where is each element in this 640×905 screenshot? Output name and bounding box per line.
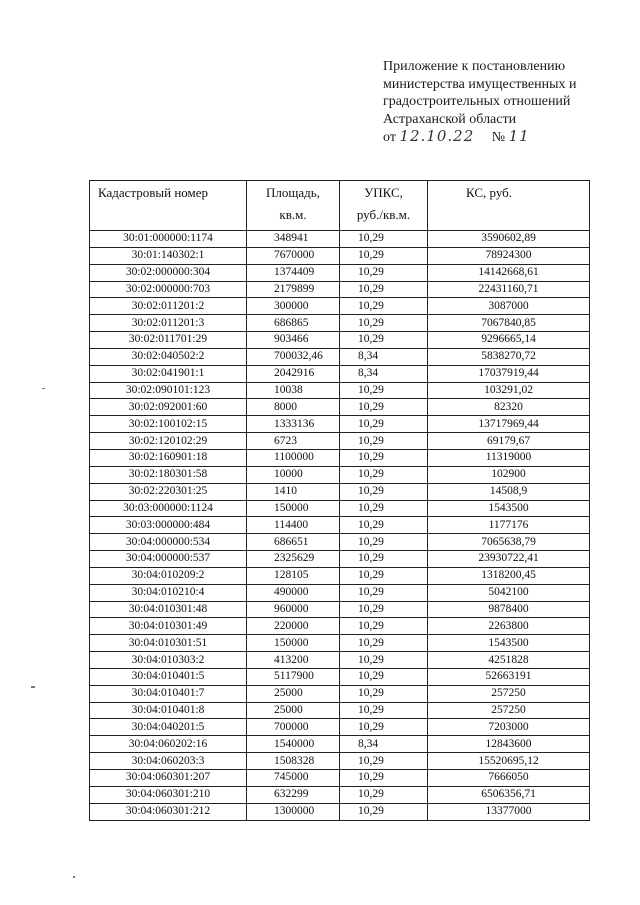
cell-cadastral-number: 30:02:092001:60 xyxy=(90,399,247,416)
table-row xyxy=(90,534,590,551)
table-row xyxy=(90,635,590,652)
cell-cadastral-value: 14142668,61 xyxy=(428,264,590,281)
cell-area: 413200 xyxy=(247,652,340,669)
cell-area: 903466 xyxy=(247,332,340,349)
cell-upks: 10,29 xyxy=(340,449,428,466)
cell-area: 10038 xyxy=(247,382,340,399)
cell-area: 1410 xyxy=(247,483,340,500)
cell-upks: 10,29 xyxy=(340,668,428,685)
cell-upks: 10,29 xyxy=(340,500,428,517)
cell-cadastral-value: 7666050 xyxy=(428,770,590,787)
cell-area: 1374409 xyxy=(247,264,340,281)
cell-upks: 10,29 xyxy=(340,635,428,652)
cell-cadastral-value: 1543500 xyxy=(428,500,590,517)
cell-cadastral-number: 30:02:220301:25 xyxy=(90,483,247,500)
cell-area: 128105 xyxy=(247,567,340,584)
table-row xyxy=(90,382,590,399)
table-header-row xyxy=(90,181,590,231)
table-row xyxy=(90,365,590,382)
cell-cadastral-value: 22431160,71 xyxy=(428,281,590,298)
table-row xyxy=(90,702,590,719)
cell-area: 114400 xyxy=(247,517,340,534)
cell-cadastral-value: 9878400 xyxy=(428,601,590,618)
cell-cadastral-number: 30:04:010301:51 xyxy=(90,635,247,652)
cell-area: 10000 xyxy=(247,466,340,483)
table-row xyxy=(90,247,590,264)
table-row xyxy=(90,315,590,332)
cell-cadastral-number: 30:04:060202:16 xyxy=(90,736,247,753)
cell-cadastral-number: 30:02:100102:15 xyxy=(90,416,247,433)
cell-area: 150000 xyxy=(247,635,340,652)
cell-cadastral-number: 30:04:010210:4 xyxy=(90,584,247,601)
cell-upks: 10,29 xyxy=(340,702,428,719)
cell-cadastral-value: 82320 xyxy=(428,399,590,416)
cell-cadastral-number: 30:02:040502:2 xyxy=(90,348,247,365)
table-row xyxy=(90,803,590,820)
cell-area: 150000 xyxy=(247,500,340,517)
table-row xyxy=(90,567,590,584)
table-row xyxy=(90,584,590,601)
cell-cadastral-value: 103291,02 xyxy=(428,382,590,399)
cell-cadastral-number: 30:02:180301:58 xyxy=(90,466,247,483)
cell-area: 25000 xyxy=(247,685,340,702)
cell-cadastral-number: 30:04:010401:7 xyxy=(90,685,247,702)
column-header-cadastral-value: КС, руб. xyxy=(428,181,590,231)
cell-area: 25000 xyxy=(247,702,340,719)
cell-upks: 10,29 xyxy=(340,618,428,635)
cell-upks: 10,29 xyxy=(340,652,428,669)
cell-area: 1300000 xyxy=(247,803,340,820)
cell-cadastral-value: 1318200,45 xyxy=(428,567,590,584)
header-line-3: градостроительных отношений xyxy=(383,94,571,109)
cell-area: 1540000 xyxy=(247,736,340,753)
table-row xyxy=(90,231,590,248)
cell-area: 632299 xyxy=(247,786,340,803)
scan-speck xyxy=(73,876,75,878)
cell-area: 348941 xyxy=(247,231,340,248)
cell-upks: 10,29 xyxy=(340,264,428,281)
cell-area: 686865 xyxy=(247,315,340,332)
cell-upks: 10,29 xyxy=(340,517,428,534)
table-row xyxy=(90,719,590,736)
table-row xyxy=(90,416,590,433)
table-row xyxy=(90,264,590,281)
cell-upks: 10,29 xyxy=(340,247,428,264)
cell-cadastral-value: 6506356,71 xyxy=(428,786,590,803)
table-row xyxy=(90,618,590,635)
cell-area: 7670000 xyxy=(247,247,340,264)
cell-cadastral-value: 9296665,14 xyxy=(428,332,590,349)
cell-upks: 10,29 xyxy=(340,416,428,433)
cell-upks: 10,29 xyxy=(340,803,428,820)
cell-cadastral-number: 30:04:060203:3 xyxy=(90,753,247,770)
scan-speck xyxy=(31,686,35,688)
table-row xyxy=(90,466,590,483)
table-row xyxy=(90,500,590,517)
table-row xyxy=(90,348,590,365)
cell-cadastral-number: 30:02:090101:123 xyxy=(90,382,247,399)
cell-upks: 10,29 xyxy=(340,399,428,416)
cell-cadastral-number: 30:02:011201:3 xyxy=(90,315,247,332)
cell-cadastral-value: 17037919,44 xyxy=(428,365,590,382)
cell-area: 8000 xyxy=(247,399,340,416)
cell-cadastral-value: 23930722,41 xyxy=(428,551,590,568)
cell-upks: 10,29 xyxy=(340,231,428,248)
table-row xyxy=(90,332,590,349)
cell-cadastral-number: 30:01:140302:1 xyxy=(90,247,247,264)
cell-upks: 10,29 xyxy=(340,332,428,349)
cell-upks: 10,29 xyxy=(340,753,428,770)
table-row xyxy=(90,668,590,685)
cell-cadastral-number: 30:03:000000:1124 xyxy=(90,500,247,517)
table-row xyxy=(90,770,590,787)
table-row xyxy=(90,736,590,753)
cell-cadastral-number: 30:04:010401:8 xyxy=(90,702,247,719)
cell-upks: 8,34 xyxy=(340,365,428,382)
cell-cadastral-value: 7067840,85 xyxy=(428,315,590,332)
cell-area: 686651 xyxy=(247,534,340,551)
cell-cadastral-number: 30:04:010301:48 xyxy=(90,601,247,618)
cell-area: 700032,46 xyxy=(247,348,340,365)
cell-area: 1508328 xyxy=(247,753,340,770)
table-body xyxy=(90,231,590,821)
table-row xyxy=(90,298,590,315)
document-header xyxy=(383,58,633,147)
number-sign: № xyxy=(491,130,506,145)
cell-cadastral-number: 30:02:000000:304 xyxy=(90,264,247,281)
cell-cadastral-number: 30:02:011201:2 xyxy=(90,298,247,315)
cell-upks: 10,29 xyxy=(340,719,428,736)
cell-upks: 10,29 xyxy=(340,770,428,787)
cell-cadastral-number: 30:04:010401:5 xyxy=(90,668,247,685)
cell-upks: 10,29 xyxy=(340,786,428,803)
table-row xyxy=(90,281,590,298)
cell-cadastral-number: 30:03:000000:484 xyxy=(90,517,247,534)
table-row xyxy=(90,652,590,669)
column-header-cadastral-number: Кадастровый номер xyxy=(90,181,247,231)
cell-cadastral-value: 12843600 xyxy=(428,736,590,753)
cell-cadastral-value: 102900 xyxy=(428,466,590,483)
cell-cadastral-value: 13717969,44 xyxy=(428,416,590,433)
table-row xyxy=(90,433,590,450)
column-header-upks: УПКС, руб./кв.м. xyxy=(340,181,428,231)
cell-upks: 8,34 xyxy=(340,736,428,753)
table-row xyxy=(90,786,590,803)
handwritten-date: 12.10.22 xyxy=(399,127,475,145)
cell-upks: 10,29 xyxy=(340,433,428,450)
cell-cadastral-value: 5838270,72 xyxy=(428,348,590,365)
cadastral-value-table xyxy=(89,180,590,821)
cell-cadastral-number: 30:02:160901:18 xyxy=(90,449,247,466)
cell-cadastral-value: 7065638,79 xyxy=(428,534,590,551)
cell-area: 700000 xyxy=(247,719,340,736)
table-row xyxy=(90,449,590,466)
cell-cadastral-number: 30:04:010209:2 xyxy=(90,567,247,584)
table-row xyxy=(90,753,590,770)
cell-cadastral-value: 3590602,89 xyxy=(428,231,590,248)
cell-area: 2325629 xyxy=(247,551,340,568)
cell-cadastral-number: 30:04:010301:49 xyxy=(90,618,247,635)
header-date-line xyxy=(383,128,633,147)
cell-upks: 10,29 xyxy=(340,601,428,618)
cell-cadastral-number: 30:04:040201:5 xyxy=(90,719,247,736)
cell-area: 1100000 xyxy=(247,449,340,466)
cell-cadastral-value: 257250 xyxy=(428,685,590,702)
cell-cadastral-number: 30:04:000000:534 xyxy=(90,534,247,551)
header-line-2: министерства имущественных и xyxy=(383,76,577,92)
cell-area: 960000 xyxy=(247,601,340,618)
cell-cadastral-value: 1177176 xyxy=(428,517,590,534)
cell-upks: 10,29 xyxy=(340,281,428,298)
handwritten-number: 11 xyxy=(508,127,530,145)
cell-upks: 10,29 xyxy=(340,483,428,500)
cell-cadastral-value: 4251828 xyxy=(428,652,590,669)
cell-cadastral-value: 7203000 xyxy=(428,719,590,736)
cell-cadastral-number: 30:02:011701:29 xyxy=(90,332,247,349)
cell-cadastral-value: 14508,9 xyxy=(428,483,590,500)
cell-upks: 10,29 xyxy=(340,685,428,702)
column-header-area: Площадь, кв.м. xyxy=(247,181,340,231)
header-line-1: Приложение к постановлению xyxy=(383,59,566,74)
cell-cadastral-number: 30:02:120102:29 xyxy=(90,433,247,450)
cell-cadastral-number: 30:02:041901:1 xyxy=(90,365,247,382)
cell-cadastral-value: 69179,67 xyxy=(428,433,590,450)
cell-upks: 8,34 xyxy=(340,348,428,365)
cell-area: 220000 xyxy=(247,618,340,635)
cell-cadastral-value: 5042100 xyxy=(428,584,590,601)
cell-cadastral-value: 15520695,12 xyxy=(428,753,590,770)
cell-cadastral-value: 78924300 xyxy=(428,247,590,264)
cell-cadastral-value: 11319000 xyxy=(428,449,590,466)
cell-cadastral-number: 30:04:000000:537 xyxy=(90,551,247,568)
cell-upks: 10,29 xyxy=(340,534,428,551)
table-row xyxy=(90,399,590,416)
cell-upks: 10,29 xyxy=(340,315,428,332)
table-row xyxy=(90,551,590,568)
cell-cadastral-number: 30:01:000000:1174 xyxy=(90,231,247,248)
cell-upks: 10,29 xyxy=(340,298,428,315)
cell-area: 6723 xyxy=(247,433,340,450)
cell-upks: 10,29 xyxy=(340,382,428,399)
cell-cadastral-number: 30:04:060301:210 xyxy=(90,786,247,803)
cell-cadastral-number: 30:02:000000:703 xyxy=(90,281,247,298)
cell-cadastral-value: 2263800 xyxy=(428,618,590,635)
cell-area: 1333136 xyxy=(247,416,340,433)
table-row xyxy=(90,517,590,534)
date-prefix: от xyxy=(383,130,396,145)
table-row xyxy=(90,685,590,702)
cell-cadastral-value: 52663191 xyxy=(428,668,590,685)
cell-area: 5117900 xyxy=(247,668,340,685)
cell-area: 2179899 xyxy=(247,281,340,298)
scan-speck xyxy=(42,388,45,389)
cell-area: 2042916 xyxy=(247,365,340,382)
table-row xyxy=(90,483,590,500)
header-line-4: Астраханской области xyxy=(383,111,517,127)
cell-cadastral-value: 257250 xyxy=(428,702,590,719)
cell-cadastral-value: 13377000 xyxy=(428,803,590,820)
cell-cadastral-number: 30:04:060301:207 xyxy=(90,770,247,787)
cell-cadastral-value: 1543500 xyxy=(428,635,590,652)
cell-area: 490000 xyxy=(247,584,340,601)
cell-cadastral-number: 30:04:010303:2 xyxy=(90,652,247,669)
cell-cadastral-value: 3087000 xyxy=(428,298,590,315)
cell-upks: 10,29 xyxy=(340,584,428,601)
cell-area: 745000 xyxy=(247,770,340,787)
table-row xyxy=(90,601,590,618)
cell-upks: 10,29 xyxy=(340,466,428,483)
cell-upks: 10,29 xyxy=(340,567,428,584)
cell-cadastral-number: 30:04:060301:212 xyxy=(90,803,247,820)
cell-area: 300000 xyxy=(247,298,340,315)
cell-upks: 10,29 xyxy=(340,551,428,568)
